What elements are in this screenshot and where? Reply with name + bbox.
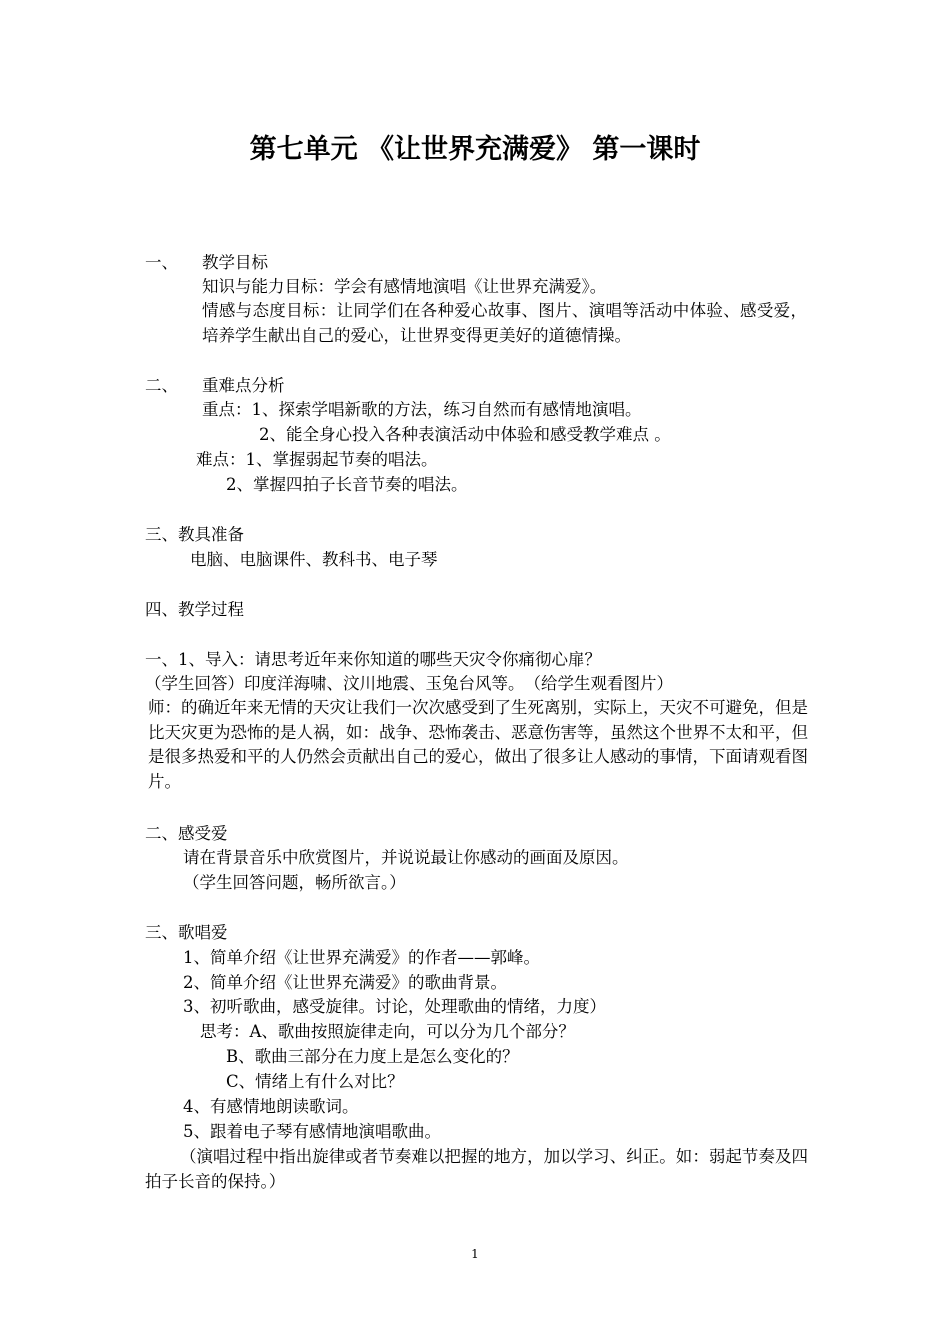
process-3-line-1: 1、简单介绍《让世界充满爱》的作者——郭峰。	[183, 948, 540, 967]
section-2-line-1: 重点：1、探索学唱新歌的方法，练习自然而有感情地演唱。	[202, 400, 642, 419]
section-2-number: 二、	[145, 376, 178, 395]
section-4-heading: 四、教学过程	[145, 600, 244, 619]
section-3-line-1: 电脑、电脑课件、教科书、电子琴	[190, 550, 438, 569]
process-1-line-1: 一、1、导入：请思考近年来你知道的哪些天灾令你痛彻心扉？	[145, 650, 601, 669]
section-2-line-4: 2、掌握四拍子长音节奏的唱法。	[226, 475, 468, 494]
process-1-line-2: （学生回答）印度洋海啸、汶川地震、玉兔台风等。 （给学生观看图片）	[145, 674, 673, 693]
page-number: 1	[471, 1247, 479, 1261]
process-2-line-1: 请在背景音乐中欣赏图片，并说说最让你感动的画面及原因。	[183, 848, 629, 867]
section-1-heading: 教学目标	[202, 253, 268, 272]
document-title: 第七单元 《让世界充满爱》 第一课时	[249, 134, 701, 165]
process-2-heading: 二、感受爱	[145, 824, 228, 843]
process-2-line-2: （学生回答问题，畅所欲言。）	[183, 873, 406, 892]
section-3-heading: 三、教具准备	[145, 525, 244, 544]
section-2-line-3: 难点：1、掌握弱起节奏的唱法。	[196, 450, 438, 469]
process-3-paragraph: （演唱过程中指出旋律或者节奏难以把握的地方，加以学习、纠正。如：弱起节奏及四拍子长音的保持。）	[145, 1147, 808, 1191]
process-1-paragraph: 师：的确近年来无情的天灾让我们一次次感受到了生死离别，实际上，天灾不可避免，但是比天灾更为恐怖的是人祸，如：战争、恐怖袭击、恶意伤害等，虽然这个世界不太和平，但是很多热爱和平的人仍然会贡献出自己的爱心，做出了很多让人感动的事情，下面请观看图片。	[148, 698, 808, 791]
process-3-line-5: B、歌曲三部分在力度上是怎么变化的？	[226, 1047, 519, 1066]
process-3-line-2: 2、简单介绍《让世界充满爱》的歌曲背景。	[183, 973, 507, 992]
section-2-heading: 重难点分析	[202, 376, 285, 395]
section-2-line-2: 2、能全身心投入各种表演活动中体验和感受教学难点 。	[259, 425, 671, 444]
process-3-line-8: 5、跟着电子琴有感情地演唱歌曲。	[183, 1122, 441, 1141]
process-3-line-3: 3、初听歌曲，感受旋律。讨论，处理歌曲的情绪，力度）	[183, 997, 606, 1016]
section-1-number: 一、	[145, 253, 178, 272]
process-3-line-6: C、情绪上有什么对比？	[226, 1072, 404, 1091]
process-3-heading: 三、歌唱爱	[145, 923, 228, 942]
section-1-line-1: 知识与能力目标：学会有感情地演唱《让世界充满爱》。	[202, 277, 607, 296]
section-1-line-2: 情感与态度目标：让同学们在各种爱心故事、图片、演唱等活动中体验、感受爱，培养学生献出自己的爱心，让世界变得更美好的道德情操。	[202, 301, 807, 345]
process-3-line-7: 4、有感情地朗读歌词。	[183, 1097, 359, 1116]
process-3-line-4: 思考：A、歌曲按照旋律走向，可以分为几个部分？	[200, 1022, 575, 1041]
